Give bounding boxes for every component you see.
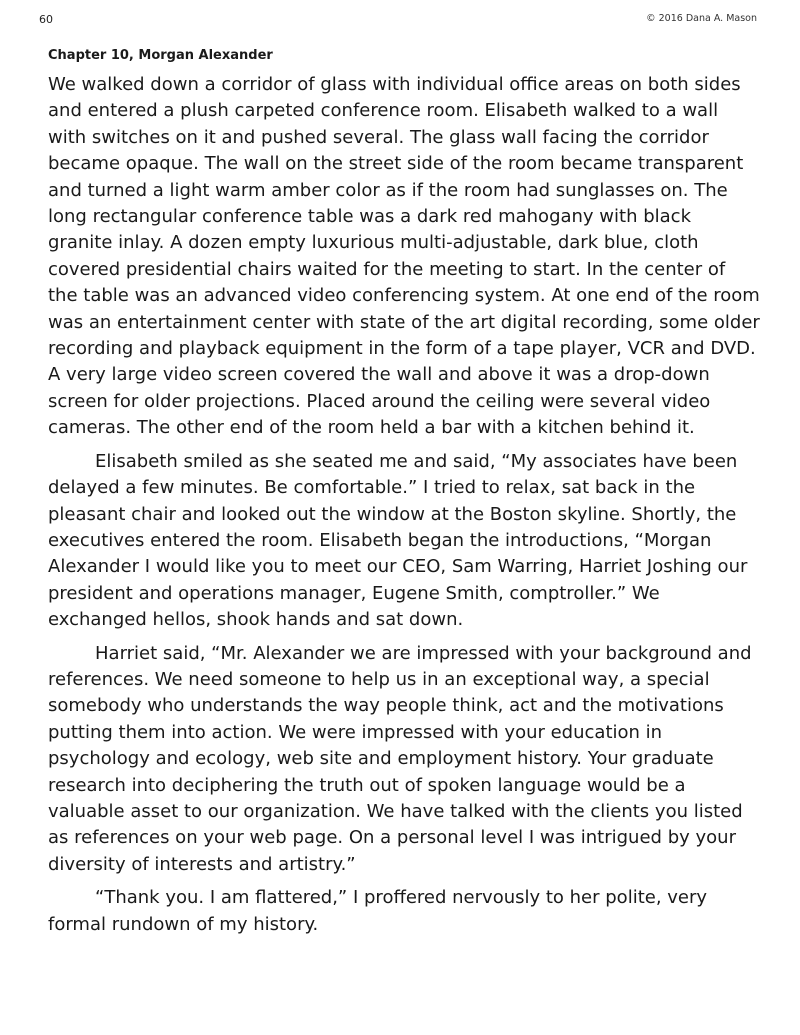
page-number: 60	[39, 13, 53, 26]
paragraph: We walked down a corridor of glass with individual office areas on both sides and entered a plush carpeted conference room. Elisabeth walked to a wall with switches on it and pushed several. The glass wall facing the corridor became opaque. The wall on the street side of the room became transparent and turned a light warm amber color as if the room had sunglasses on. The long rectangular conference table was a dark red mahogany with black granite inlay. A dozen empty luxurious multi-adjustable, dark blue, cloth covered presidential chairs waited for the meeting to start. In the center of the table was an advanced video conferencing system. At one end of the room was an entertainment center with state of the art digital recording, some older recording and playback equipment in the form of a tape player, VCR and DVD. A very large video screen covered the wall and above it was a drop-down screen for older projections. Placed around the ceiling were several video cameras. The other end of the room held a bar with a kitchen behind it.	[48, 74, 760, 439]
paragraph: Elisabeth smiled as she seated me and said, “My associates have been delayed a few minutes. Be comfortable.” I tried to relax, sat back in the pleasant chair and looked out the window at the Boston skyline. Shortly, the executives entered the room. Elisabeth began the introductions, “Morgan Alexander I would like you to meet our CEO, Sam Warring, Harriet Joshing our president and operations manager, Eugene Smith, comptroller.” We exchanged hellos, shook hands and sat down.	[48, 450, 748, 631]
paragraph: “Thank you. I am flattered,” I proffered nervously to her polite, very formal rundown of my history.	[48, 887, 708, 935]
body-text	[48, 72, 760, 945]
paragraph: Harriet said, “Mr. Alexander we are impressed with your background and references. We need someone to help us in an exceptional way, a special somebody who understands the way people think, act and the motivations putting them into action. We were impressed with your education in psychology and ecology, web site and employment history. Your graduate research into deciphering the truth out of spoken language would be a valuable asset to our organization. We have talked with the clients you listed as references on your web page. On a personal level I was intrigued by your diversity of interests and artistry.”	[48, 642, 752, 875]
chapter-heading: Chapter 10, Morgan Alexander	[48, 48, 273, 63]
copyright-notice: © 2016 Dana A. Mason	[646, 13, 757, 24]
